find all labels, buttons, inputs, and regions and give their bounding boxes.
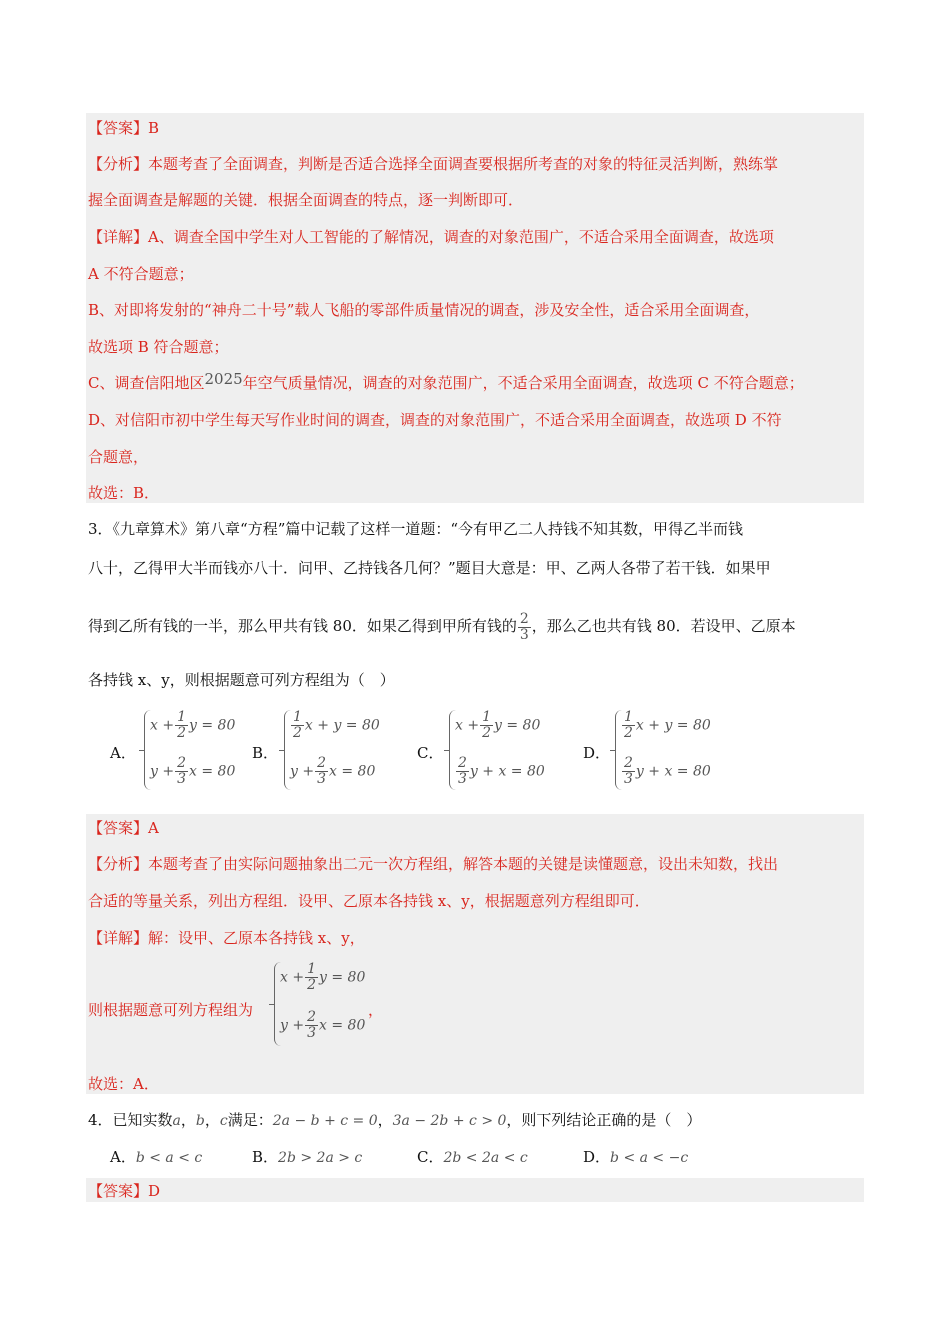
q4-option-d[interactable] xyxy=(583,1146,688,1167)
q3-stem-line1: 3．《九章算术》第八章“方程”篇中记载了这样一道题：“今有甲乙二人持钱不知其数，甲得乙半而钱 xyxy=(88,520,744,538)
option-label: A． xyxy=(110,1148,136,1166)
q3-option-c[interactable] xyxy=(417,708,567,792)
option-a-eq2: y + $\frac{2}{3}$ x = 80 xyxy=(150,755,236,787)
option-label: D． xyxy=(583,1148,611,1166)
q3-detail-line2: 则根据题意可列方程组为 xyxy=(88,1001,254,1019)
option-b-eq1: $\frac{1}{2}$ x + y = 80 xyxy=(293,709,380,741)
option-label: C． xyxy=(417,744,444,762)
q4-stem: 4．已知实数a，b，c满足：2a − b + c = 0，3a − 2b + c > 0，则下列结论正确的是（ ） xyxy=(88,1111,702,1129)
frac-1-2: $\frac{1}{2}$ xyxy=(177,709,186,741)
q3-analysis-line1: 【分析】本题考查了由实际问题抽象出二元一次方程组，解答本题的关键是读懂题意，设出未知数，找出 xyxy=(88,855,779,873)
option-label: B． xyxy=(252,744,279,762)
q2-conclusion: 故选：B． xyxy=(88,484,160,502)
option-expr: 2b > 2a > c xyxy=(278,1150,363,1166)
q3-option-d[interactable] xyxy=(583,708,733,792)
detail-eq1: x + $\frac{1}{2}$ y = 80 xyxy=(280,961,366,993)
option-label: A． xyxy=(110,744,136,762)
q2-detail-line3: B、对即将发射的“神舟二十号”载人飞船的零部件质量情况的调查，涉及安全性，适合采用全面调查， xyxy=(88,301,760,319)
q3-option-b[interactable] xyxy=(252,708,402,792)
frac-1-2: $\frac{1}{2}$ xyxy=(482,709,491,741)
q2-analysis-line1: 【分析】本题考查了全面调查，判断是否适合选择全面调查要根据所考查的对象的特征灵活判断，熟练掌 xyxy=(88,155,779,173)
frac-2-3: $\frac{2}{3}$ xyxy=(624,755,633,787)
q2-detail-line2: A 不符合题意； xyxy=(88,265,194,283)
detail-eq2: y + $\frac{2}{3}$ x = 80 xyxy=(280,1009,366,1041)
option-expr: b < a < −c xyxy=(610,1150,689,1166)
frac-1-2: $\frac{1}{2}$ xyxy=(293,709,302,741)
option-expr: 2b < 2a < c xyxy=(443,1150,528,1166)
q2-detail-line7: 合题意， xyxy=(88,448,149,466)
year-2025: 2025 xyxy=(204,370,243,388)
q3-detail-line1: 【详解】解：设甲、乙原本各持钱 x、y， xyxy=(88,929,365,947)
frac-2-3: $\frac{2}{3}$ xyxy=(177,755,187,787)
q3-answer: 【答案】A xyxy=(88,819,159,837)
q4-option-b[interactable] xyxy=(252,1146,362,1167)
option-label: B． xyxy=(252,1148,279,1166)
q4-answer-box xyxy=(86,1178,864,1202)
q3-detail-equation-system xyxy=(272,960,382,1050)
option-expr: b < a < c xyxy=(135,1150,203,1166)
q3-stem-line2: 八十，乙得甲大半而钱亦八十．问甲、乙持钱各几何？”题目大意是：甲、乙两人各带了若干钱．如果甲 xyxy=(88,559,771,577)
option-label: D． xyxy=(583,744,611,762)
option-c-eq2: $\frac{2}{3}$ y + x = 80 xyxy=(458,755,545,787)
q4-option-c[interactable] xyxy=(417,1146,528,1167)
q3-conclusion: 故选：A． xyxy=(88,1075,159,1093)
frac-1-2: $\frac{1}{2}$ xyxy=(307,961,316,993)
q2-detail-line1: 【详解】A、调查全国中学生对人工智能的了解情况，调查的对象范围广，不适合采用全面调查，故选项 xyxy=(88,228,774,246)
q2-analysis-line2: 握全面调查是解题的关键．根据全面调查的特点，逐一判断即可． xyxy=(88,191,524,209)
condition-2: 3a − 2b + c > 0 xyxy=(392,1113,507,1129)
q3-detail-comma: ， xyxy=(368,1001,384,1019)
q4-option-a[interactable] xyxy=(110,1146,202,1167)
option-a-eq1: x + $\frac{1}{2}$ y = 80 xyxy=(150,709,236,741)
q4-answer: 【答案】D xyxy=(88,1182,161,1200)
q3-option-a[interactable] xyxy=(110,708,260,792)
option-label: C． xyxy=(417,1148,444,1166)
fraction-two-thirds: $\frac{2}{3}$ xyxy=(519,610,529,643)
q2-detail-line6: D、对信阳市初中学生每天写作业时间的调查，调查的对象范围广，不适合采用全面调查，故选项 D 不符 xyxy=(88,411,782,429)
q2-detail-line4: 故选项 B 符合题意； xyxy=(88,338,229,356)
q2-detail-line5: C、调查信阳地区2025年空气质量情况，调查的对象范围广，不适合采用全面调查，故选项 C 不符合题意； xyxy=(88,370,804,392)
option-c-eq1: x + $\frac{1}{2}$ y = 80 xyxy=(455,709,541,741)
frac-2-3: $\frac{2}{3}$ xyxy=(317,755,327,787)
option-b-eq2: y + $\frac{2}{3}$ x = 80 xyxy=(290,755,376,787)
q2-answer: 【答案】B xyxy=(88,119,160,137)
q3-stem-line4: 各持钱 x、y，则根据题意可列方程组为（ ） xyxy=(88,671,395,689)
q3-analysis-line2: 合适的等量关系，列出方程组．设甲、乙原本各持钱 x、y，根据题意列方程组即可． xyxy=(88,892,650,910)
frac-1-2: $\frac{1}{2}$ xyxy=(624,709,633,741)
frac-2-3: $\frac{2}{3}$ xyxy=(307,1009,317,1041)
condition-1: 2a − b + c = 0 xyxy=(272,1113,378,1129)
option-d-eq2: $\frac{2}{3}$ y + x = 80 xyxy=(624,755,711,787)
frac-2-3: $\frac{2}{3}$ xyxy=(458,755,467,787)
option-d-eq1: $\frac{1}{2}$ x + y = 80 xyxy=(624,709,711,741)
q3-stem-line3: 得到乙所有钱的一半，那么甲共有钱 80．如果乙得到甲所有钱的 $\frac{2}{3}$ ，那么乙也共有钱 80．若设甲、乙原本 xyxy=(88,610,796,643)
